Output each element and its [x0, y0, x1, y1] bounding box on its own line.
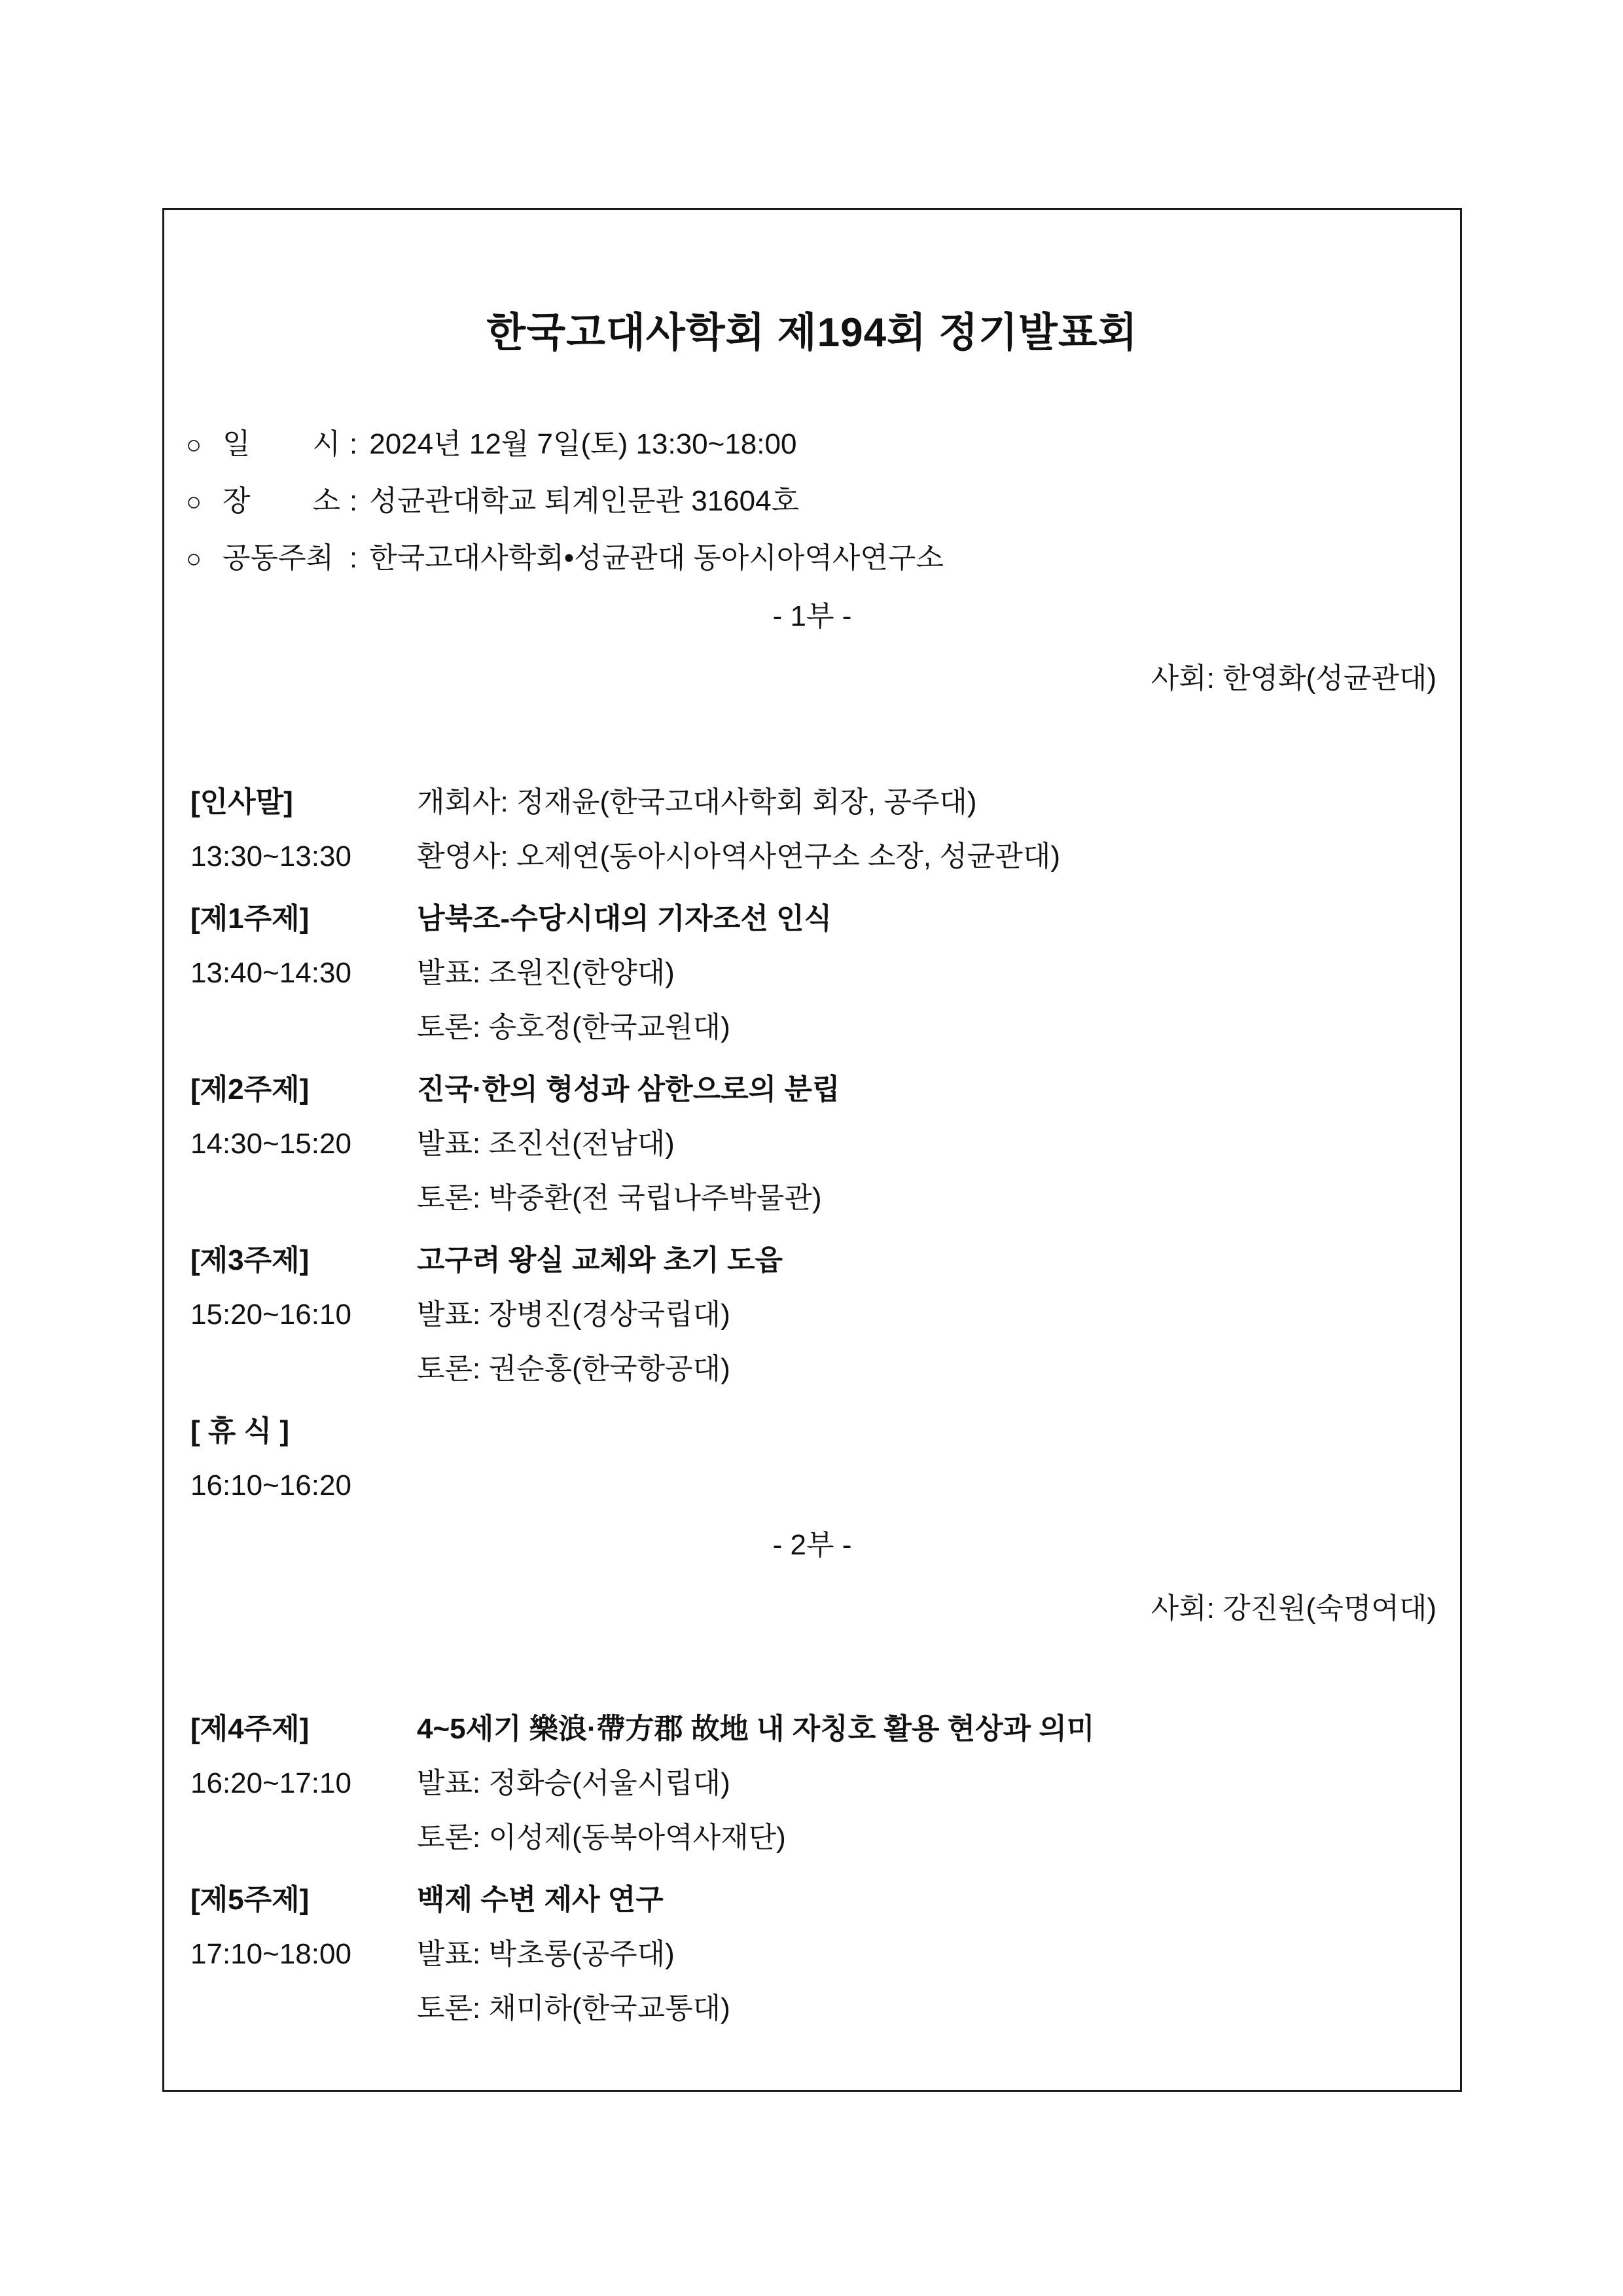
entry-label-spacer	[164, 1810, 417, 1865]
schedule-entry-topic1	[164, 891, 1460, 1054]
entry-topic-title: 고구려 왕실 교체와 초기 도읍	[417, 1244, 783, 1276]
entry-topic-title: 백제 수변 제사 연구	[417, 1884, 664, 1916]
entry-label: [인사말]	[190, 786, 293, 818]
entry-discussant: 토론: 송호정(한국교원대)	[417, 1011, 730, 1043]
info-label-hosts: 공동주최	[223, 542, 334, 574]
entry-welcome-remarks: 환영사: 오제연(동아시아역사연구소 소장, 성균관대)	[417, 840, 1061, 872]
info-line-datetime	[186, 416, 1460, 473]
entry-time: 13:40~14:30	[190, 957, 351, 989]
part2-schedule	[164, 1702, 1460, 2036]
circle-bullet-icon: ○	[186, 545, 202, 573]
info-separator: :	[349, 485, 358, 517]
part1-schedule	[164, 775, 1460, 1513]
entry-topic-title: 진국·한의 형성과 삼한으로의 분립	[417, 1073, 840, 1105]
entry-opening-remarks: 개회사: 정재윤(한국고대사학회 회장, 공주대)	[417, 786, 977, 818]
entry-presenter: 발표: 조진선(전남대)	[417, 1128, 675, 1160]
entry-presenter: 발표: 정화승(서울시립대)	[417, 1767, 730, 1799]
entry-time: 13:30~13:30	[190, 840, 351, 872]
part2-moderator: 사회: 강진원(숙명여대)	[1150, 1592, 1436, 1624]
entry-discussant: 토론: 이성제(동북아역사재단)	[417, 1821, 786, 1854]
entry-discussant: 토론: 박중환(전 국립나주박물관)	[417, 1182, 822, 1214]
entry-presenter: 발표: 조원진(한양대)	[417, 957, 675, 989]
info-separator: :	[349, 428, 358, 460]
schedule-entry-greeting	[164, 775, 1460, 884]
schedule-entry-break	[164, 1404, 1460, 1513]
break-label: [ 휴 식 ]	[190, 1415, 289, 1447]
entry-content-spacer	[417, 1458, 1460, 1513]
entry-label: [제3주제]	[190, 1244, 310, 1276]
entry-label-spacer	[164, 1000, 417, 1054]
part1-header: - 1부 -	[772, 600, 852, 632]
entry-label: [제2주제]	[190, 1073, 310, 1105]
entry-label-spacer	[164, 1981, 417, 2036]
document-title: 한국고대사학회 제194회 정기발표회	[486, 310, 1138, 355]
entry-time: 14:30~15:20	[190, 1128, 351, 1160]
entry-topic-title: 4~5세기 樂浪·帶方郡 故地 내 자칭호 활용 현상과 의미	[417, 1713, 1095, 1745]
schedule-entry-topic3	[164, 1233, 1460, 1396]
entry-presenter: 발표: 장병진(경상국립대)	[417, 1299, 730, 1331]
schedule-entry-topic4	[164, 1702, 1460, 1865]
entry-time: 15:20~16:10	[190, 1299, 351, 1331]
event-info-block	[164, 416, 1460, 587]
entry-discussant: 토론: 권순홍(한국항공대)	[417, 1353, 730, 1385]
info-separator: :	[349, 542, 358, 574]
entry-topic-title: 남북조-수당시대의 기자조선 인식	[417, 903, 832, 935]
info-value-hosts: 한국고대사학회•성균관대 동아시아역사연구소	[369, 542, 944, 574]
info-value-venue: 성균관대학교 퇴계인문관 31604호	[369, 485, 800, 517]
schedule-entry-topic2	[164, 1062, 1460, 1225]
entry-content-spacer	[417, 1404, 1460, 1458]
info-line-hosts	[186, 530, 1460, 587]
entry-discussant: 토론: 채미하(한국교통대)	[417, 1992, 730, 2024]
info-label-venue: 장 소	[223, 485, 340, 517]
entry-label: [제5주제]	[190, 1884, 310, 1916]
page-border-frame	[162, 208, 1462, 2092]
entry-label: [제4주제]	[190, 1713, 310, 1745]
entry-label: [제1주제]	[190, 903, 310, 935]
circle-bullet-icon: ○	[186, 431, 202, 459]
circle-bullet-icon: ○	[186, 488, 202, 516]
entry-label-spacer	[164, 1342, 417, 1396]
entry-time: 17:10~18:00	[190, 1938, 351, 1970]
entry-time: 16:20~17:10	[190, 1767, 351, 1799]
break-time: 16:10~16:20	[190, 1469, 351, 1501]
part1-moderator: 사회: 한영화(성균관대)	[1150, 662, 1436, 694]
info-line-venue	[186, 473, 1460, 530]
entry-label-spacer	[164, 1171, 417, 1225]
info-value-datetime: 2024년 12월 7일(토) 13:30~18:00	[369, 428, 797, 460]
part2-header: - 2부 -	[772, 1529, 852, 1561]
entry-presenter: 발표: 박초롱(공주대)	[417, 1938, 675, 1970]
schedule-entry-topic5	[164, 1873, 1460, 2036]
info-label-datetime: 일 시	[223, 428, 340, 460]
